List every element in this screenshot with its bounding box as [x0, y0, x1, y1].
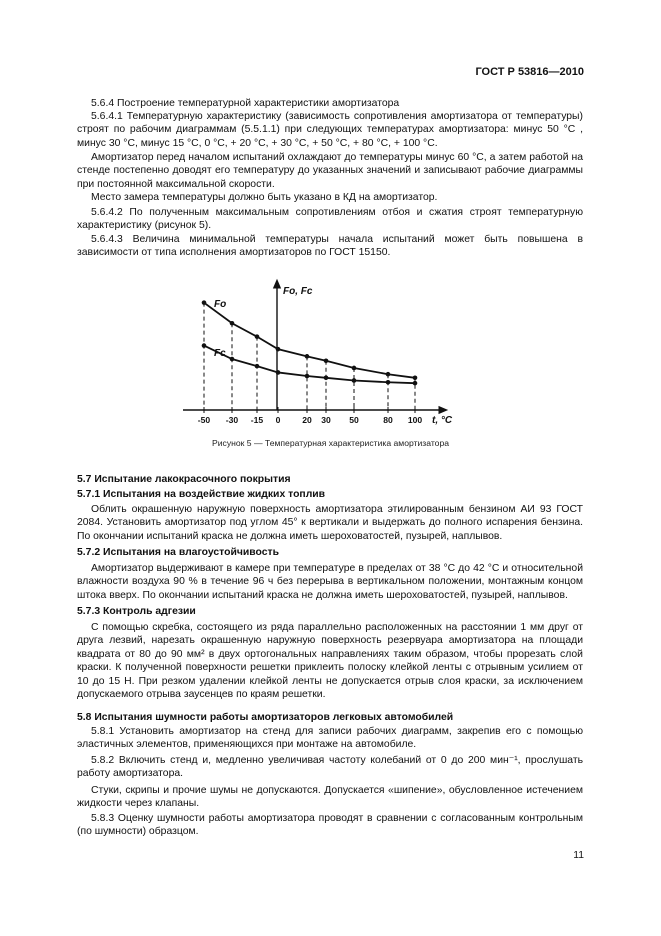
series-0-point-2 — [255, 334, 260, 339]
series-1-point-3 — [276, 370, 281, 375]
x-axis-label: t, °C — [432, 415, 453, 426]
section-5-8-3-text: 5.8.3 Оценку шумности работы амортизатора проводят в сравнении с согласованным контрольным (по шумности) образцом. — [77, 813, 583, 838]
series-label-fo: Fо — [214, 299, 227, 310]
x-tick-label-3: 0 — [275, 415, 281, 425]
paragraph-cooling: Амортизатор перед началом испытаний охлаждают до температуры минус 60 °С, а затем работой на стенде постепенно доводят его температуру до указанных значений и записывают рабочие диаграммы при постоянной максимальной скорости. — [77, 152, 583, 190]
series-1-point-5 — [324, 376, 329, 381]
series-label-fc: Fс — [214, 348, 226, 359]
document-id: ГОСТ Р 53816—2010 — [475, 66, 584, 78]
series-0-point-4 — [305, 354, 310, 359]
series-0-point-3 — [276, 347, 281, 352]
paragraph-5-6-4-3: 5.6.4.3 Величина минимальной температуры начала испытаний может быть повышена в зависимости от типа исполнения амортизаторов по ГОСТ 15150. — [77, 234, 583, 259]
heading-5-6-4: 5.6.4 Построение температурной характеристики амортизатора — [91, 98, 400, 109]
x-tick-label-0: -50 — [197, 415, 211, 425]
section-5-7-3-title: 5.7.3 Контроль адгезии — [77, 606, 196, 617]
x-tick-label-6: 50 — [349, 415, 359, 425]
figure-caption: Рисунок 5 — Температурная характеристика амортизатора — [211, 438, 450, 448]
series-1-point-2 — [255, 364, 260, 369]
x-tick-label-8: 100 — [407, 415, 423, 425]
series-1-point-4 — [305, 374, 310, 379]
section-5-8-1-text: 5.8.1 Установить амортизатор на стенд для записи рабочих диаграмм, закрепив его с помощью эластичных элементов, применяющихся при монтаже на автомобиле. — [77, 726, 583, 751]
x-tick-label-1: -30 — [225, 415, 239, 425]
series-line-1 — [204, 346, 415, 384]
section-5-7-1-title: 5.7.1 Испытания на воздействие жидких топлив — [77, 489, 326, 500]
paragraph-5-6-4-1: 5.6.4.1 Температурную характеристику (зависимость сопротивления амортизатора от температуры) строят по рабочим диаграммам (5.5.1.1) при следующих температурах амортизатора: минус 50 °С , минус 30 °С, минус 15 °С, 0 °С, + 20 °С, + 30 °С, + 50 °С, + 80 °С, + 100 °С. — [77, 111, 583, 149]
series-1-point-7 — [386, 380, 391, 385]
section-5-8-2-text: 5.8.2 Включить стенд и, медленно увеличивая частоту колебаний от 0 до 200 мин⁻¹, прослушать работу амортизатора. — [77, 755, 583, 780]
section-5-7-title: 5.7 Испытание лакокрасочного покрытия — [77, 474, 291, 485]
series-1-point-0 — [202, 343, 207, 348]
x-tick-label-7: 80 — [383, 415, 393, 425]
section-5-7-2-title: 5.7.2 Испытания на влагоустойчивость — [77, 547, 279, 558]
series-line-0 — [204, 303, 415, 378]
x-tick-label-4: 20 — [302, 415, 312, 425]
paragraph-measure-place: Место замера температуры должно быть указано в КД на амортизатор. — [91, 192, 438, 203]
section-5-8-2b-text: Стуки, скрипы и прочие шумы не допускаются. Допускается «шипение», обусловленное истечением жидкости через клапаны. — [77, 785, 583, 810]
page-number: 11 — [573, 850, 584, 861]
series-0-point-6 — [352, 366, 357, 371]
series-0-point-8 — [413, 376, 418, 381]
series-1-point-8 — [413, 381, 418, 386]
series-1-point-1 — [230, 357, 235, 362]
series-0-point-5 — [324, 359, 329, 364]
series-0-point-7 — [386, 372, 391, 377]
series-0-point-0 — [202, 300, 207, 305]
paragraph-5-6-4-2: 5.6.4.2 По полученным максимальным сопротивлениям отбоя и сжатия строят температурную характеристику (рисунок 5). — [77, 207, 583, 232]
x-tick-label-2: -15 — [250, 415, 264, 425]
y-axis-label: Fо, Fс — [283, 286, 313, 297]
x-tick-label-5: 30 — [321, 415, 331, 425]
section-5-7-3-text: С помощью скребка, состоящего из ряда параллельно расположенных на расстоянии 1 мм друг от друга лезвий, нарезать окрашенную наружную поверхность резервуара амортизатора на площади квадрата от 80 до 90 мм² в двух ортогональных направлениях таким образом, чтобы прорезать слой краски. К полученной поверхности решетки приклеить полоску клейкой ленты с отрывным усилием от 10 до 15 Н. При резком удалении клейкой ленты не допускается отрыв слоя краски, за исключением допускаемого отрыва заусенцев по краям решетки. — [77, 622, 583, 701]
section-5-8-title: 5.8 Испытания шумности работы амортизаторов легковых автомобилей — [77, 712, 454, 723]
series-0-point-1 — [230, 321, 235, 326]
series-1-point-6 — [352, 378, 357, 383]
section-5-7-2-text: Амортизатор выдерживают в камере при температуре в пределах от 38 °С до 42 °С и относительной влажности воздуха 90 % в течение 96 ч без перерыва в вертикальном положении, монтажным концом штока вверх. По окончании испытаний краска не должна иметь шероховатостей, пузырей, наплывов. — [77, 563, 583, 601]
section-5-7-1-text: Облить окрашенную наружную поверхность амортизатора этилированным бензином АИ 93 ГОСТ 2084. Установить амортизатор под углом 45° к вертикали и выдержать до полного испарения бензина. По окончании испытаний краска не должна иметь шероховатостей, пузырей, наплывов. — [77, 504, 583, 542]
